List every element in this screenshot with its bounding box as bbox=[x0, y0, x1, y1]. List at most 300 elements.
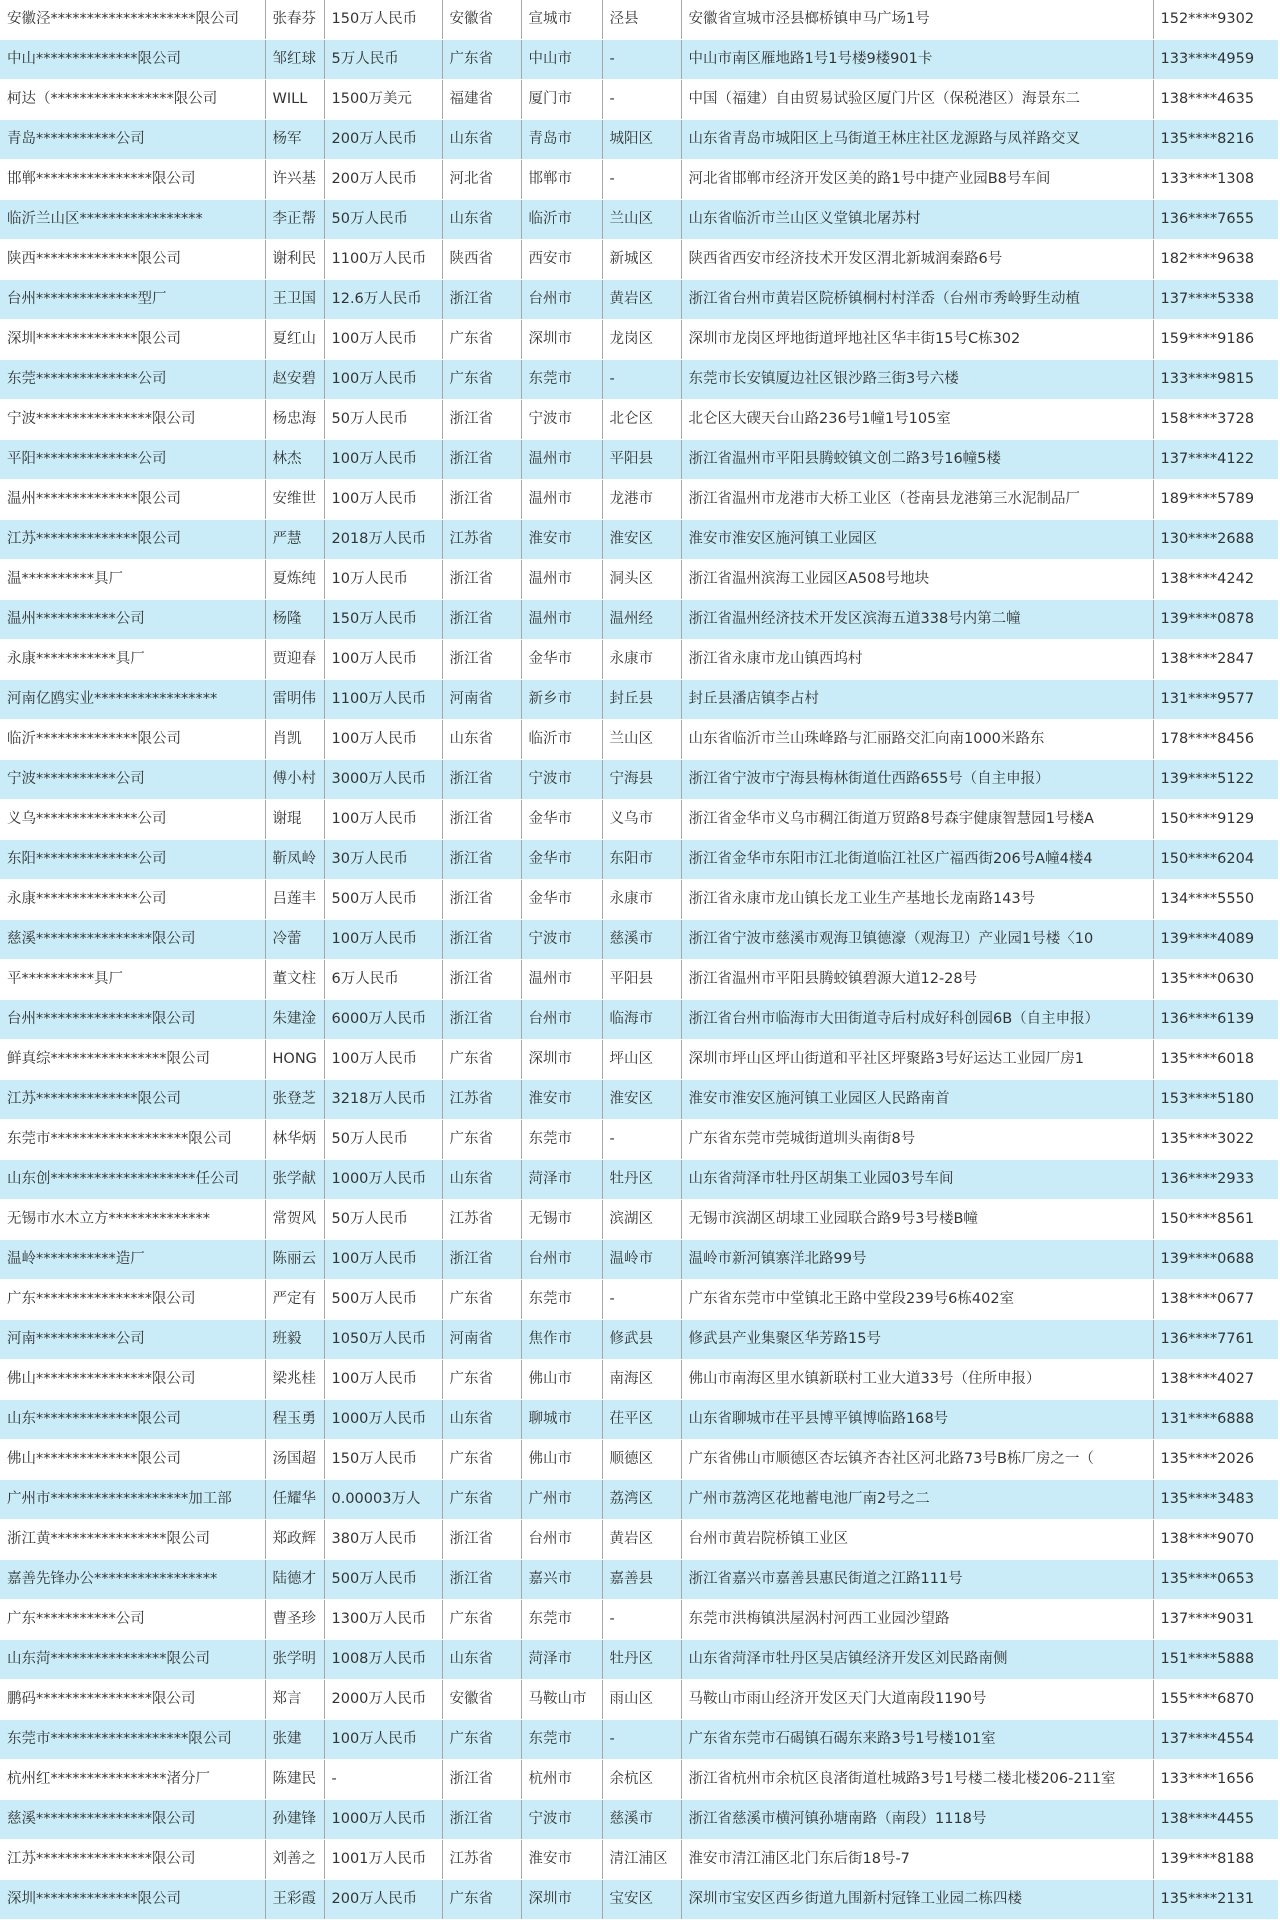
district-cell: - bbox=[602, 360, 681, 400]
registered-capital-cell: 100万人民币 bbox=[324, 320, 442, 360]
registered-capital-cell: 1050万人民币 bbox=[324, 1320, 442, 1360]
address-cell: 东莞市洪梅镇洪屋涡村河西工业园沙望路 bbox=[681, 1600, 1153, 1640]
district-cell: 慈溪市 bbox=[602, 1800, 681, 1840]
address-cell: 中山市南区雁地路1号1号楼9楼901卡 bbox=[681, 40, 1153, 80]
district-cell: 龙岗区 bbox=[602, 320, 681, 360]
city-cell: 菏泽市 bbox=[521, 1160, 602, 1200]
legal-representative-cell: 班毅 bbox=[265, 1320, 324, 1360]
district-cell: - bbox=[602, 1720, 681, 1760]
phone-cell: 135****0630 bbox=[1153, 960, 1278, 1000]
address-cell: 浙江省温州市龙港市大桥工业区（苍南县龙港第三水泥制品厂 bbox=[681, 480, 1153, 520]
registered-capital-cell: 50万人民币 bbox=[324, 1120, 442, 1160]
table-row bbox=[0, 1360, 1278, 1400]
address-cell: 河北省邯郸市经济开发区美的路1号中捷产业园B8号车间 bbox=[681, 160, 1153, 200]
district-cell: 修武县 bbox=[602, 1320, 681, 1360]
registered-capital-cell: 5万人民币 bbox=[324, 40, 442, 80]
province-cell: 河北省 bbox=[442, 160, 521, 200]
company-name-cell: 温**********具厂 bbox=[0, 560, 265, 600]
table-row bbox=[0, 520, 1278, 560]
district-cell: 封丘县 bbox=[602, 680, 681, 720]
legal-representative-cell: 赵安碧 bbox=[265, 360, 324, 400]
phone-cell: 178****8456 bbox=[1153, 720, 1278, 760]
company-name-cell: 深圳**************限公司 bbox=[0, 1880, 265, 1920]
table-row bbox=[0, 1280, 1278, 1320]
legal-representative-cell: 李正帮 bbox=[265, 200, 324, 240]
address-cell: 山东省菏泽市牡丹区胡集工业园03号车间 bbox=[681, 1160, 1153, 1200]
district-cell: - bbox=[602, 160, 681, 200]
district-cell: 南海区 bbox=[602, 1360, 681, 1400]
legal-representative-cell: 常贺风 bbox=[265, 1200, 324, 1240]
city-cell: 台州市 bbox=[521, 1520, 602, 1560]
table-row bbox=[0, 280, 1278, 320]
company-name-cell: 永康***********具厂 bbox=[0, 640, 265, 680]
phone-cell: 139****5122 bbox=[1153, 760, 1278, 800]
registered-capital-cell: 100万人民币 bbox=[324, 440, 442, 480]
district-cell: - bbox=[602, 40, 681, 80]
province-cell: 河南省 bbox=[442, 1320, 521, 1360]
province-cell: 江苏省 bbox=[442, 1840, 521, 1880]
city-cell: 邯郸市 bbox=[521, 160, 602, 200]
province-cell: 广东省 bbox=[442, 360, 521, 400]
city-cell: 无锡市 bbox=[521, 1200, 602, 1240]
legal-representative-cell: 张登芝 bbox=[265, 1080, 324, 1120]
district-cell: 淮安区 bbox=[602, 520, 681, 560]
city-cell: 嘉兴市 bbox=[521, 1560, 602, 1600]
registered-capital-cell: 50万人民币 bbox=[324, 1200, 442, 1240]
company-name-cell: 河南***********公司 bbox=[0, 1320, 265, 1360]
registered-capital-cell: 1000万人民币 bbox=[324, 1400, 442, 1440]
address-cell: 广东省东莞市石碣镇石碣东来路3号1号楼101室 bbox=[681, 1720, 1153, 1760]
city-cell: 深圳市 bbox=[521, 320, 602, 360]
district-cell: 东阳市 bbox=[602, 840, 681, 880]
company-name-cell: 台州**************型厂 bbox=[0, 280, 265, 320]
address-cell: 广东省佛山市顺德区杏坛镇齐杏社区河北路73号B栋厂房之一（ bbox=[681, 1440, 1153, 1480]
phone-cell: 150****8561 bbox=[1153, 1200, 1278, 1240]
district-cell: 永康市 bbox=[602, 640, 681, 680]
address-cell: 淮安市淮安区施河镇工业园区人民路南首 bbox=[681, 1080, 1153, 1120]
registered-capital-cell: 100万人民币 bbox=[324, 480, 442, 520]
city-cell: 温州市 bbox=[521, 440, 602, 480]
table-row bbox=[0, 360, 1278, 400]
phone-cell: 137****9031 bbox=[1153, 1600, 1278, 1640]
phone-cell: 137****4122 bbox=[1153, 440, 1278, 480]
address-cell: 浙江省台州市临海市大田街道寺后村成好科创园6B（自主申报） bbox=[681, 1000, 1153, 1040]
registered-capital-cell: 100万人民币 bbox=[324, 920, 442, 960]
phone-cell: 159****9186 bbox=[1153, 320, 1278, 360]
table-row bbox=[0, 1080, 1278, 1120]
legal-representative-cell: 夏红山 bbox=[265, 320, 324, 360]
province-cell: 山东省 bbox=[442, 1400, 521, 1440]
registered-capital-cell: 12.6万人民币 bbox=[324, 280, 442, 320]
phone-cell: 137****5338 bbox=[1153, 280, 1278, 320]
address-cell: 浙江省温州市平阳县腾蛟镇文创二路3号16幢5楼 bbox=[681, 440, 1153, 480]
legal-representative-cell: 靳凤岭 bbox=[265, 840, 324, 880]
address-cell: 深圳市龙岗区坪地街道坪地社区华丰街15号C栋302 bbox=[681, 320, 1153, 360]
address-cell: 浙江省金华市义乌市稠江街道万贸路8号森宇健康智慧园1号楼A bbox=[681, 800, 1153, 840]
legal-representative-cell: 董文柱 bbox=[265, 960, 324, 1000]
legal-representative-cell: 朱建淦 bbox=[265, 1000, 324, 1040]
legal-representative-cell: 孙建锋 bbox=[265, 1800, 324, 1840]
address-cell: 浙江省金华市东阳市江北街道临江社区广福西街206号A幢4楼4 bbox=[681, 840, 1153, 880]
registered-capital-cell: 3218万人民币 bbox=[324, 1080, 442, 1120]
province-cell: 广东省 bbox=[442, 1600, 521, 1640]
city-cell: 东莞市 bbox=[521, 360, 602, 400]
address-cell: 浙江省永康市龙山镇西坞村 bbox=[681, 640, 1153, 680]
table-row bbox=[0, 800, 1278, 840]
table-row bbox=[0, 200, 1278, 240]
address-cell: 山东省临沂市兰山珠峰路与汇丽路交汇向南1000米路东 bbox=[681, 720, 1153, 760]
province-cell: 广东省 bbox=[442, 1360, 521, 1400]
legal-representative-cell: 冷蕾 bbox=[265, 920, 324, 960]
district-cell: 坪山区 bbox=[602, 1040, 681, 1080]
company-name-cell: 柯达（*****************限公司 bbox=[0, 80, 265, 120]
city-cell: 金华市 bbox=[521, 800, 602, 840]
district-cell: 余杭区 bbox=[602, 1760, 681, 1800]
address-cell: 安徽省宣城市泾县榔桥镇申马广场1号 bbox=[681, 0, 1153, 40]
company-name-cell: 广东***********公司 bbox=[0, 1600, 265, 1640]
city-cell: 宁波市 bbox=[521, 920, 602, 960]
city-cell: 金华市 bbox=[521, 880, 602, 920]
address-cell: 浙江省杭州市余杭区良渚街道杜城路3号1号楼二楼北楼206-211室 bbox=[681, 1760, 1153, 1800]
registered-capital-cell: 6000万人民币 bbox=[324, 1000, 442, 1040]
table-row bbox=[0, 1440, 1278, 1480]
province-cell: 广东省 bbox=[442, 1480, 521, 1520]
district-cell: 永康市 bbox=[602, 880, 681, 920]
district-cell: 平阳县 bbox=[602, 440, 681, 480]
table-row bbox=[0, 240, 1278, 280]
phone-cell: 139****0878 bbox=[1153, 600, 1278, 640]
company-name-cell: 永康**************公司 bbox=[0, 880, 265, 920]
legal-representative-cell: 谢利民 bbox=[265, 240, 324, 280]
legal-representative-cell: 王卫国 bbox=[265, 280, 324, 320]
company-name-cell: 广州市*******************加工部 bbox=[0, 1480, 265, 1520]
legal-representative-cell: 郑政辉 bbox=[265, 1520, 324, 1560]
province-cell: 广东省 bbox=[442, 1120, 521, 1160]
city-cell: 深圳市 bbox=[521, 1040, 602, 1080]
province-cell: 浙江省 bbox=[442, 280, 521, 320]
city-cell: 菏泽市 bbox=[521, 1640, 602, 1680]
company-name-cell: 义乌**************公司 bbox=[0, 800, 265, 840]
registered-capital-cell: 100万人民币 bbox=[324, 800, 442, 840]
phone-cell: 135****8216 bbox=[1153, 120, 1278, 160]
company-name-cell: 山东**************限公司 bbox=[0, 1400, 265, 1440]
phone-cell: 135****2026 bbox=[1153, 1440, 1278, 1480]
city-cell: 新乡市 bbox=[521, 680, 602, 720]
city-cell: 温州市 bbox=[521, 560, 602, 600]
city-cell: 宁波市 bbox=[521, 400, 602, 440]
company-name-cell: 佛山**************限公司 bbox=[0, 1440, 265, 1480]
district-cell: 牡丹区 bbox=[602, 1640, 681, 1680]
table-row bbox=[0, 560, 1278, 600]
phone-cell: 150****6204 bbox=[1153, 840, 1278, 880]
phone-cell: 135****3483 bbox=[1153, 1480, 1278, 1520]
district-cell: 牡丹区 bbox=[602, 1160, 681, 1200]
registered-capital-cell: 150万人民币 bbox=[324, 600, 442, 640]
address-cell: 佛山市南海区里水镇新联村工业大道33号（住所申报） bbox=[681, 1360, 1153, 1400]
city-cell: 深圳市 bbox=[521, 1880, 602, 1920]
registered-capital-cell: 100万人民币 bbox=[324, 1720, 442, 1760]
address-cell: 浙江省永康市龙山镇长龙工业生产基地长龙南路143号 bbox=[681, 880, 1153, 920]
table-row bbox=[0, 1560, 1278, 1600]
province-cell: 江苏省 bbox=[442, 520, 521, 560]
table-row bbox=[0, 440, 1278, 480]
company-name-cell: 温州**************限公司 bbox=[0, 480, 265, 520]
registered-capital-cell: 1100万人民币 bbox=[324, 240, 442, 280]
city-cell: 东莞市 bbox=[521, 1120, 602, 1160]
phone-cell: 189****5789 bbox=[1153, 480, 1278, 520]
legal-representative-cell: 陈建民 bbox=[265, 1760, 324, 1800]
table-row bbox=[0, 1720, 1278, 1760]
address-cell: 陕西省西安市经济技术开发区渭北新城润秦路6号 bbox=[681, 240, 1153, 280]
phone-cell: 138****4027 bbox=[1153, 1360, 1278, 1400]
company-name-cell: 无锡市水木立方************** bbox=[0, 1200, 265, 1240]
city-cell: 淮安市 bbox=[521, 1840, 602, 1880]
phone-cell: 139****4089 bbox=[1153, 920, 1278, 960]
legal-representative-cell: 许兴基 bbox=[265, 160, 324, 200]
phone-cell: 133****9815 bbox=[1153, 360, 1278, 400]
legal-representative-cell: 杨隆 bbox=[265, 600, 324, 640]
table-row bbox=[0, 0, 1278, 40]
table-row bbox=[0, 720, 1278, 760]
district-cell: 新城区 bbox=[602, 240, 681, 280]
registered-capital-cell: 100万人民币 bbox=[324, 1240, 442, 1280]
phone-cell: 138****4242 bbox=[1153, 560, 1278, 600]
province-cell: 河南省 bbox=[442, 680, 521, 720]
phone-cell: 139****8188 bbox=[1153, 1840, 1278, 1880]
province-cell: 山东省 bbox=[442, 1640, 521, 1680]
province-cell: 浙江省 bbox=[442, 1520, 521, 1560]
table-row bbox=[0, 1600, 1278, 1640]
table-row bbox=[0, 1320, 1278, 1360]
registered-capital-cell: 150万人民币 bbox=[324, 1440, 442, 1480]
city-cell: 东莞市 bbox=[521, 1600, 602, 1640]
city-cell: 焦作市 bbox=[521, 1320, 602, 1360]
registered-capital-cell: 1001万人民币 bbox=[324, 1840, 442, 1880]
legal-representative-cell: 严定有 bbox=[265, 1280, 324, 1320]
legal-representative-cell: 陆德才 bbox=[265, 1560, 324, 1600]
address-cell: 台州市黄岩院桥镇工业区 bbox=[681, 1520, 1153, 1560]
district-cell: - bbox=[602, 80, 681, 120]
district-cell: - bbox=[602, 1600, 681, 1640]
phone-cell: 133****1656 bbox=[1153, 1760, 1278, 1800]
legal-representative-cell: 张学明 bbox=[265, 1640, 324, 1680]
province-cell: 江苏省 bbox=[442, 1080, 521, 1120]
legal-representative-cell: 汤国超 bbox=[265, 1440, 324, 1480]
company-name-cell: 江苏****************限公司 bbox=[0, 1840, 265, 1880]
address-cell: 无锡市滨湖区胡埭工业园联合路9号3号楼B幢 bbox=[681, 1200, 1153, 1240]
registered-capital-cell: 500万人民币 bbox=[324, 880, 442, 920]
district-cell: 黄岩区 bbox=[602, 1520, 681, 1560]
province-cell: 福建省 bbox=[442, 80, 521, 120]
city-cell: 宁波市 bbox=[521, 1800, 602, 1840]
province-cell: 安徽省 bbox=[442, 0, 521, 40]
city-cell: 金华市 bbox=[521, 840, 602, 880]
phone-cell: 136****2933 bbox=[1153, 1160, 1278, 1200]
company-name-cell: 浙江黄****************限公司 bbox=[0, 1520, 265, 1560]
company-name-cell: 深圳**************限公司 bbox=[0, 320, 265, 360]
table-row bbox=[0, 40, 1278, 80]
address-cell: 广州市荔湾区花地蓄电池厂南2号之二 bbox=[681, 1480, 1153, 1520]
company-name-cell: 嘉善先锋办公***************** bbox=[0, 1560, 265, 1600]
legal-representative-cell: 贾迎春 bbox=[265, 640, 324, 680]
province-cell: 浙江省 bbox=[442, 1000, 521, 1040]
registered-capital-cell: 0.00003万人 bbox=[324, 1480, 442, 1520]
company-name-cell: 东莞市*******************限公司 bbox=[0, 1120, 265, 1160]
table-row bbox=[0, 1760, 1278, 1800]
address-cell: 马鞍山市雨山经济开发区天门大道南段1190号 bbox=[681, 1680, 1153, 1720]
city-cell: 淮安市 bbox=[521, 1080, 602, 1120]
registered-capital-cell: 1300万人民币 bbox=[324, 1600, 442, 1640]
address-cell: 浙江省温州市平阳县腾蛟镇碧源大道12-28号 bbox=[681, 960, 1153, 1000]
city-cell: 聊城市 bbox=[521, 1400, 602, 1440]
legal-representative-cell: 杨军 bbox=[265, 120, 324, 160]
city-cell: 佛山市 bbox=[521, 1360, 602, 1400]
legal-representative-cell: WILL bbox=[265, 80, 324, 120]
company-name-cell: 江苏**************限公司 bbox=[0, 1080, 265, 1120]
legal-representative-cell: 夏炼纯 bbox=[265, 560, 324, 600]
district-cell: 宝安区 bbox=[602, 1880, 681, 1920]
district-cell: 慈溪市 bbox=[602, 920, 681, 960]
legal-representative-cell: 张春芬 bbox=[265, 0, 324, 40]
table-row bbox=[0, 1520, 1278, 1560]
address-cell: 深圳市宝安区西乡街道九围新村冠锋工业园二栋四楼 bbox=[681, 1880, 1153, 1920]
legal-representative-cell: 任耀华 bbox=[265, 1480, 324, 1520]
address-cell: 淮安市清江浦区北门东后街18号-7 bbox=[681, 1840, 1153, 1880]
legal-representative-cell: 杨忠海 bbox=[265, 400, 324, 440]
province-cell: 广东省 bbox=[442, 40, 521, 80]
district-cell: 洞头区 bbox=[602, 560, 681, 600]
district-cell: 龙港市 bbox=[602, 480, 681, 520]
phone-cell: 138****4455 bbox=[1153, 1800, 1278, 1840]
city-cell: 台州市 bbox=[521, 1000, 602, 1040]
province-cell: 山东省 bbox=[442, 200, 521, 240]
district-cell: 顺德区 bbox=[602, 1440, 681, 1480]
phone-cell: 153****5180 bbox=[1153, 1080, 1278, 1120]
city-cell: 广州市 bbox=[521, 1480, 602, 1520]
province-cell: 浙江省 bbox=[442, 1240, 521, 1280]
company-name-cell: 东莞**************公司 bbox=[0, 360, 265, 400]
phone-cell: 137****4554 bbox=[1153, 1720, 1278, 1760]
registered-capital-cell: 1100万人民币 bbox=[324, 680, 442, 720]
registered-capital-cell: 50万人民币 bbox=[324, 200, 442, 240]
legal-representative-cell: 雷明伟 bbox=[265, 680, 324, 720]
city-cell: 中山市 bbox=[521, 40, 602, 80]
registered-capital-cell: 1000万人民币 bbox=[324, 1160, 442, 1200]
province-cell: 广东省 bbox=[442, 320, 521, 360]
table-row bbox=[0, 1640, 1278, 1680]
city-cell: 马鞍山市 bbox=[521, 1680, 602, 1720]
city-cell: 青岛市 bbox=[521, 120, 602, 160]
address-cell: 浙江省台州市黄岩区院桥镇桐村村洋岙（台州市秀岭野生动植 bbox=[681, 280, 1153, 320]
city-cell: 温州市 bbox=[521, 480, 602, 520]
address-cell: 山东省青岛市城阳区上马街道王林庄社区龙源路与凤祥路交叉 bbox=[681, 120, 1153, 160]
city-cell: 宁波市 bbox=[521, 760, 602, 800]
company-name-cell: 安徽泾********************限公司 bbox=[0, 0, 265, 40]
phone-cell: 155****6870 bbox=[1153, 1680, 1278, 1720]
phone-cell: 150****9129 bbox=[1153, 800, 1278, 840]
company-name-cell: 慈溪****************限公司 bbox=[0, 1800, 265, 1840]
company-name-cell: 东阳**************公司 bbox=[0, 840, 265, 880]
legal-representative-cell: 程玉勇 bbox=[265, 1400, 324, 1440]
company-name-cell: 江苏**************限公司 bbox=[0, 520, 265, 560]
district-cell: 泾县 bbox=[602, 0, 681, 40]
company-name-cell: 台州****************限公司 bbox=[0, 1000, 265, 1040]
district-cell: 温岭市 bbox=[602, 1240, 681, 1280]
city-cell: 宣城市 bbox=[521, 0, 602, 40]
address-cell: 山东省临沂市兰山区义堂镇北屠苏村 bbox=[681, 200, 1153, 240]
district-cell: 平阳县 bbox=[602, 960, 681, 1000]
city-cell: 金华市 bbox=[521, 640, 602, 680]
legal-representative-cell: 曹圣珍 bbox=[265, 1600, 324, 1640]
city-cell: 温州市 bbox=[521, 960, 602, 1000]
province-cell: 浙江省 bbox=[442, 760, 521, 800]
province-cell: 浙江省 bbox=[442, 400, 521, 440]
address-cell: 浙江省温州滨海工业园区A508号地块 bbox=[681, 560, 1153, 600]
phone-cell: 138****0677 bbox=[1153, 1280, 1278, 1320]
address-cell: 浙江省嘉兴市嘉善县惠民街道之江路111号 bbox=[681, 1560, 1153, 1600]
city-cell: 温州市 bbox=[521, 600, 602, 640]
registered-capital-cell: 1000万人民币 bbox=[324, 1800, 442, 1840]
phone-cell: 136****6139 bbox=[1153, 1000, 1278, 1040]
address-cell: 温岭市新河镇寨洋北路99号 bbox=[681, 1240, 1153, 1280]
city-cell: 临沂市 bbox=[521, 720, 602, 760]
company-name-cell: 宁波***********公司 bbox=[0, 760, 265, 800]
district-cell: 兰山区 bbox=[602, 200, 681, 240]
phone-cell: 152****9302 bbox=[1153, 0, 1278, 40]
phone-cell: 135****0653 bbox=[1153, 1560, 1278, 1600]
registered-capital-cell: 2018万人民币 bbox=[324, 520, 442, 560]
province-cell: 广东省 bbox=[442, 1440, 521, 1480]
city-cell: 杭州市 bbox=[521, 1760, 602, 1800]
legal-representative-cell: 郑言 bbox=[265, 1680, 324, 1720]
province-cell: 广东省 bbox=[442, 1880, 521, 1920]
legal-representative-cell: 安维世 bbox=[265, 480, 324, 520]
company-name-cell: 中山**************限公司 bbox=[0, 40, 265, 80]
province-cell: 陕西省 bbox=[442, 240, 521, 280]
address-cell: 封丘县潘店镇李占村 bbox=[681, 680, 1153, 720]
company-name-cell: 宁波****************限公司 bbox=[0, 400, 265, 440]
district-cell: 城阳区 bbox=[602, 120, 681, 160]
phone-cell: 133****1308 bbox=[1153, 160, 1278, 200]
phone-cell: 138****9070 bbox=[1153, 1520, 1278, 1560]
address-cell: 浙江省温州经济技术开发区滨海五道338号内第二幢 bbox=[681, 600, 1153, 640]
company-name-cell: 慈溪****************限公司 bbox=[0, 920, 265, 960]
company-name-cell: 临沂兰山区***************** bbox=[0, 200, 265, 240]
table-row bbox=[0, 480, 1278, 520]
phone-cell: 151****5888 bbox=[1153, 1640, 1278, 1680]
table-row bbox=[0, 1840, 1278, 1880]
legal-representative-cell: 肖凯 bbox=[265, 720, 324, 760]
phone-cell: 130****2688 bbox=[1153, 520, 1278, 560]
province-cell: 浙江省 bbox=[442, 440, 521, 480]
registered-capital-cell: 1500万美元 bbox=[324, 80, 442, 120]
table-row bbox=[0, 1880, 1278, 1920]
table-row bbox=[0, 960, 1278, 1000]
address-cell: 浙江省宁波市慈溪市观海卫镇德濠（观海卫）产业园1号楼〈10 bbox=[681, 920, 1153, 960]
district-cell: 滨湖区 bbox=[602, 1200, 681, 1240]
registered-capital-cell: 500万人民币 bbox=[324, 1560, 442, 1600]
city-cell: 台州市 bbox=[521, 280, 602, 320]
company-name-cell: 陕西**************限公司 bbox=[0, 240, 265, 280]
city-cell: 临沂市 bbox=[521, 200, 602, 240]
registered-capital-cell: 1008万人民币 bbox=[324, 1640, 442, 1680]
legal-representative-cell: 严慧 bbox=[265, 520, 324, 560]
province-cell: 广东省 bbox=[442, 1720, 521, 1760]
legal-representative-cell: 吕莲丰 bbox=[265, 880, 324, 920]
legal-representative-cell: 林华炳 bbox=[265, 1120, 324, 1160]
city-cell: 厦门市 bbox=[521, 80, 602, 120]
phone-cell: 135****6018 bbox=[1153, 1040, 1278, 1080]
